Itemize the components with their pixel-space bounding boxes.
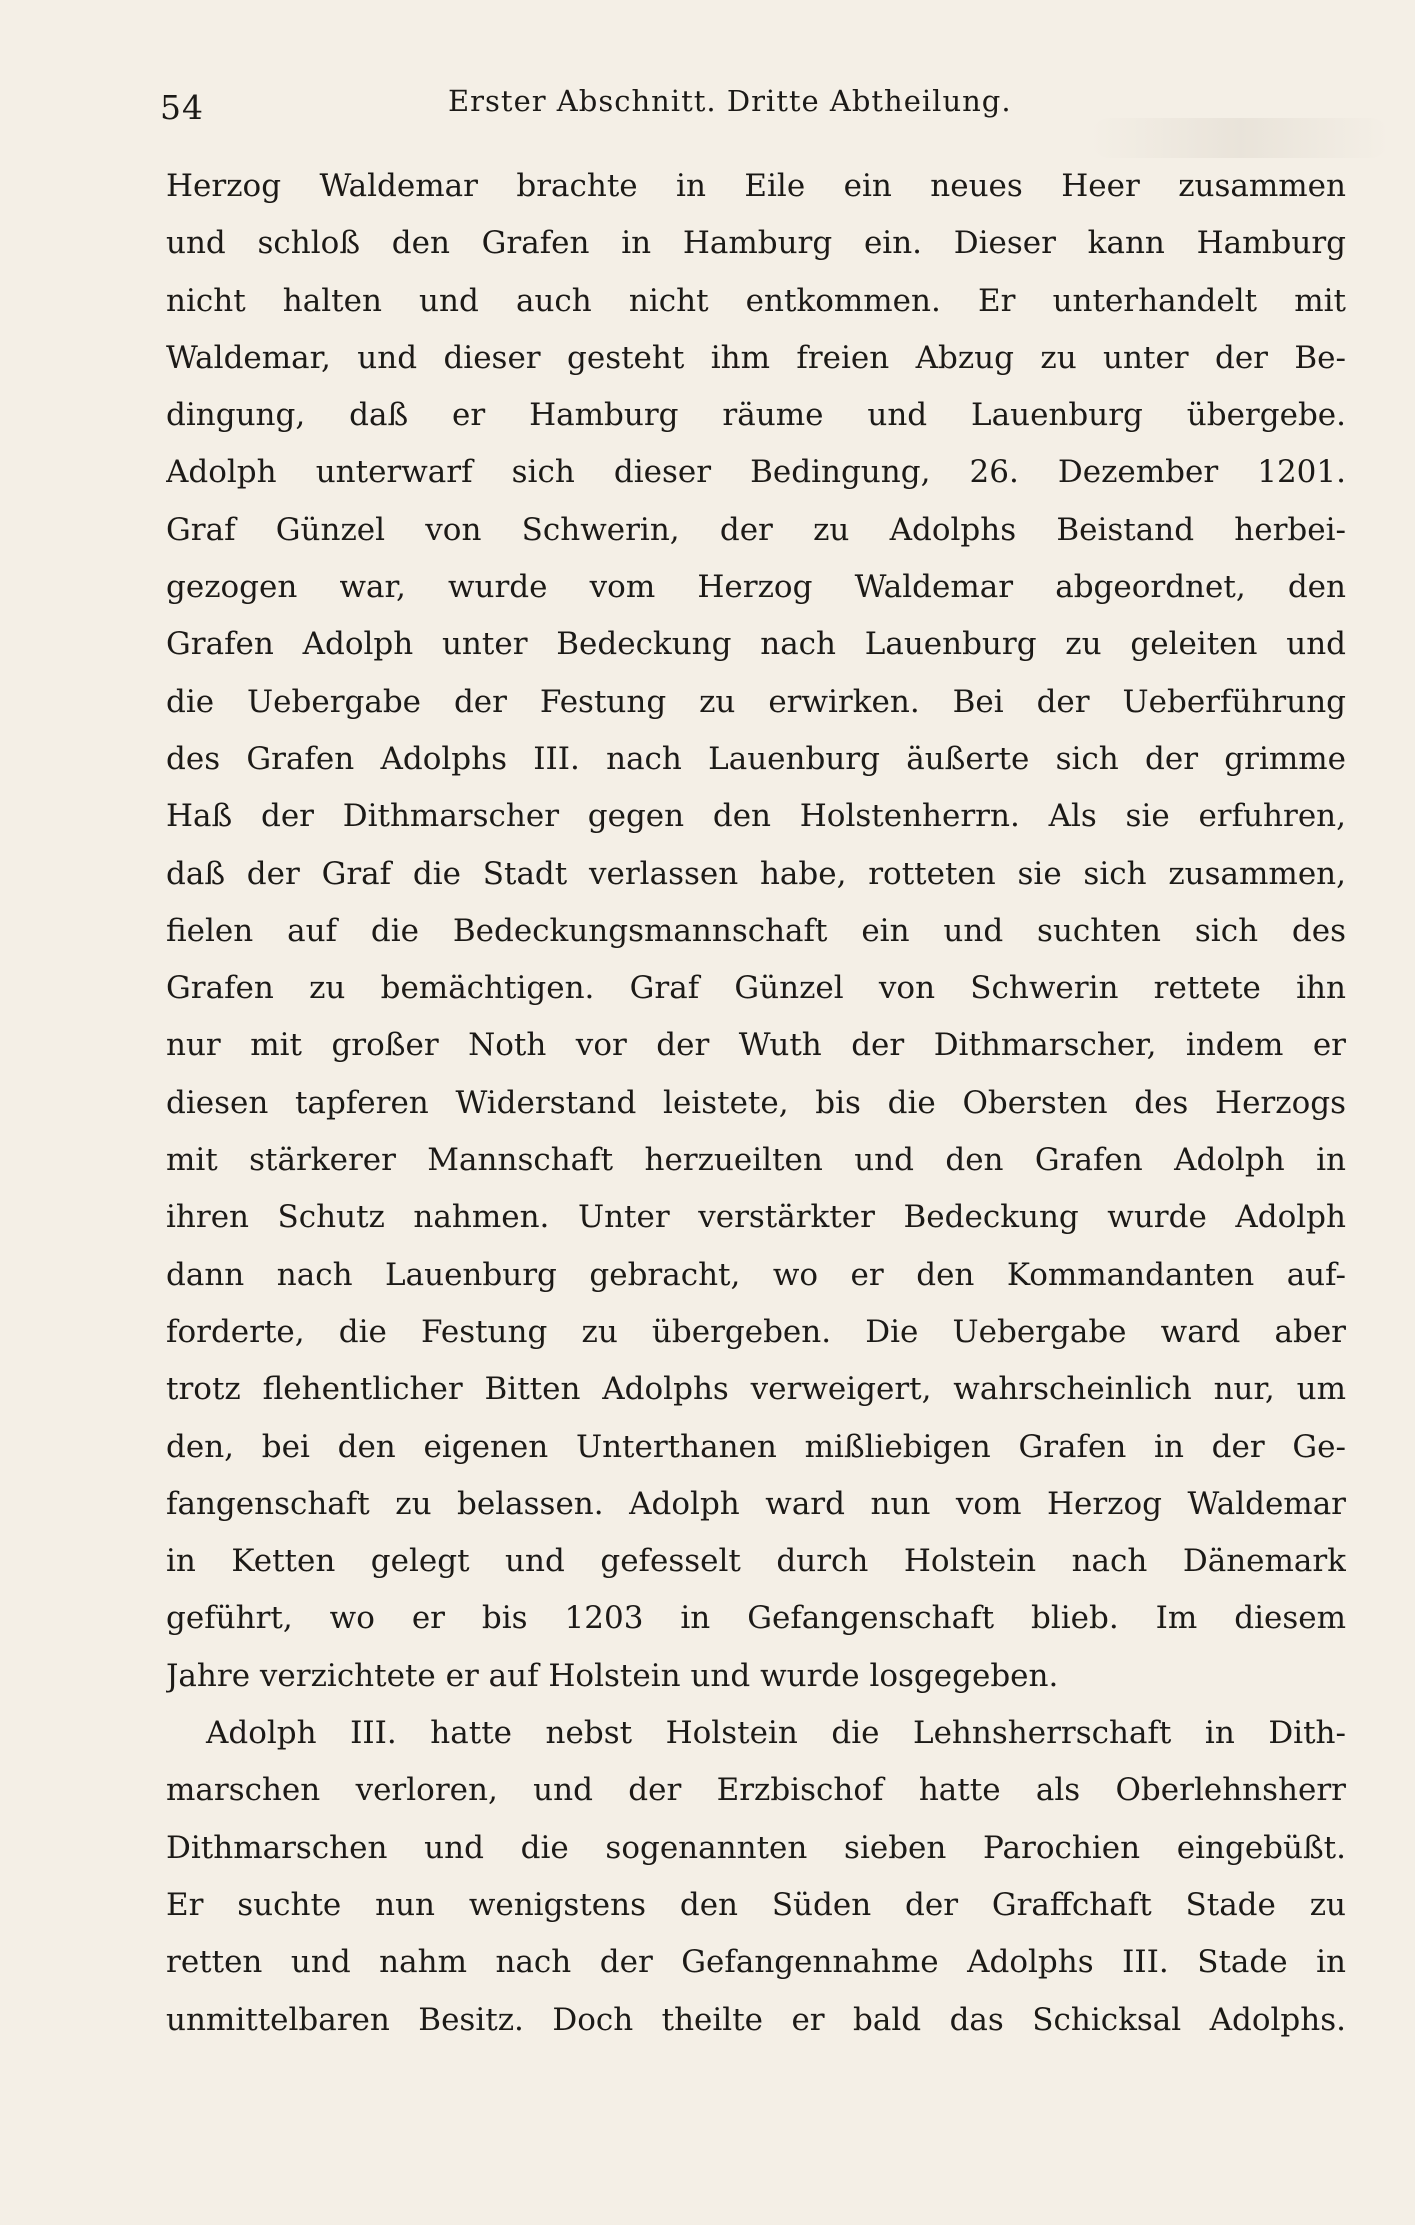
text-line: den, bei den eigenen Unterthanen mißliebigen Grafen in der Ge- [166,1428,1346,1465]
text-line: geführt, wo er bis 1203 in Gefangenschaft blieb. Im diesem [166,1600,1346,1637]
text-line: dann nach Lauenburg gebracht, wo er den Kommandanten auf- [166,1256,1346,1293]
text-line: Jahre verzichtete er auf Holstein und wurde losgegeben. [166,1657,1059,1694]
text-line: Grafen zu bemächtigen. Graf Günzel von Schwerin rettete ihn [166,970,1346,1007]
text-line: retten und nahm nach der Gefangennahme Adolphs III. Stade in [166,1944,1346,1981]
text-line: Adolph unterwarf sich dieser Bedingung, 26. Dezember 1201. [166,454,1346,491]
text-line: die Uebergabe der Festung zu erwirken. Bei der Ueberführung [166,683,1346,720]
text-line: in Ketten gelegt und gefesselt durch Holstein nach Dänemark [166,1543,1346,1580]
page-header [160,74,1250,126]
text-line: und schloß den Grafen in Hamburg ein. Dieser kann Hamburg [166,225,1346,262]
text-line: Er suchte nun wenigstens den Süden der Graffchaft Stade zu [166,1886,1346,1923]
text-line: unmittelbaren Besitz. Doch theilte er bald das Schicksal Adolphs. [166,2001,1346,2038]
text-line: mit stärkerer Mannschaft herzueilten und den Grafen Adolph in [166,1142,1346,1179]
running-head: Erster Abschnitt. Dritte Abtheilung. [448,84,1012,118]
text-line: gezogen war, wurde vom Herzog Waldemar abgeordnet, den [166,569,1346,606]
text-line: marschen verloren, und der Erzbischof hatte als Oberlehnsherr [166,1772,1346,1809]
text-line: fielen auf die Bedeckungsmannschaft ein und suchten sich des [166,912,1346,949]
text-line: Graf Günzel von Schwerin, der zu Adolphs Beistand herbei- [166,511,1346,548]
text-line: nur mit großer Noth vor der Wuth der Dithmarscher, indem er [166,1027,1346,1064]
text-line: Waldemar, und dieser gesteht ihm freien Abzug zu unter der Be- [166,339,1346,376]
text-line: trotz flehentlicher Bitten Adolphs verweigert, wahrscheinlich nur, um [166,1371,1346,1408]
page-number: 54 [160,88,204,127]
text-line: Haß der Dithmarscher gegen den Holstenherrn. Als sie erfuhren, [166,798,1346,835]
text-line: Herzog Waldemar brachte in Eile ein neues Heer zusammen [166,168,1346,204]
text-line: daß der Graf die Stadt verlassen habe, rotteten sie sich zusammen, [166,855,1346,892]
text-line: ihren Schutz nahmen. Unter verstärkter Bedeckung wurde Adolph [166,1199,1346,1236]
text-line: des Grafen Adolphs III. nach Lauenburg äußerte sich der grimme [166,740,1346,777]
text-line: Adolph III. hatte nebst Holstein die Lehnsherrschaft in Dith- [206,1715,1346,1752]
text-line: fangenschaft zu belassen. Adolph ward nun vom Herzog Waldemar [166,1485,1346,1522]
text-line: Dithmarschen und die sogenannten sieben Parochien eingebüßt. [166,1829,1346,1866]
text-line: diesen tapferen Widerstand leistete, bis die Obersten des Herzogs [166,1084,1346,1121]
text-line: Grafen Adolph unter Bedeckung nach Lauenburg zu geleiten und [166,626,1346,663]
text-line: forderte, die Festung zu übergeben. Die Uebergabe ward aber [166,1313,1346,1350]
body-text [166,158,1346,2049]
text-line: dingung, daß er Hamburg räume und Lauenburg übergebe. [166,397,1346,434]
text-line: nicht halten und auch nicht entkommen. Er unterhandelt mit [166,282,1346,319]
